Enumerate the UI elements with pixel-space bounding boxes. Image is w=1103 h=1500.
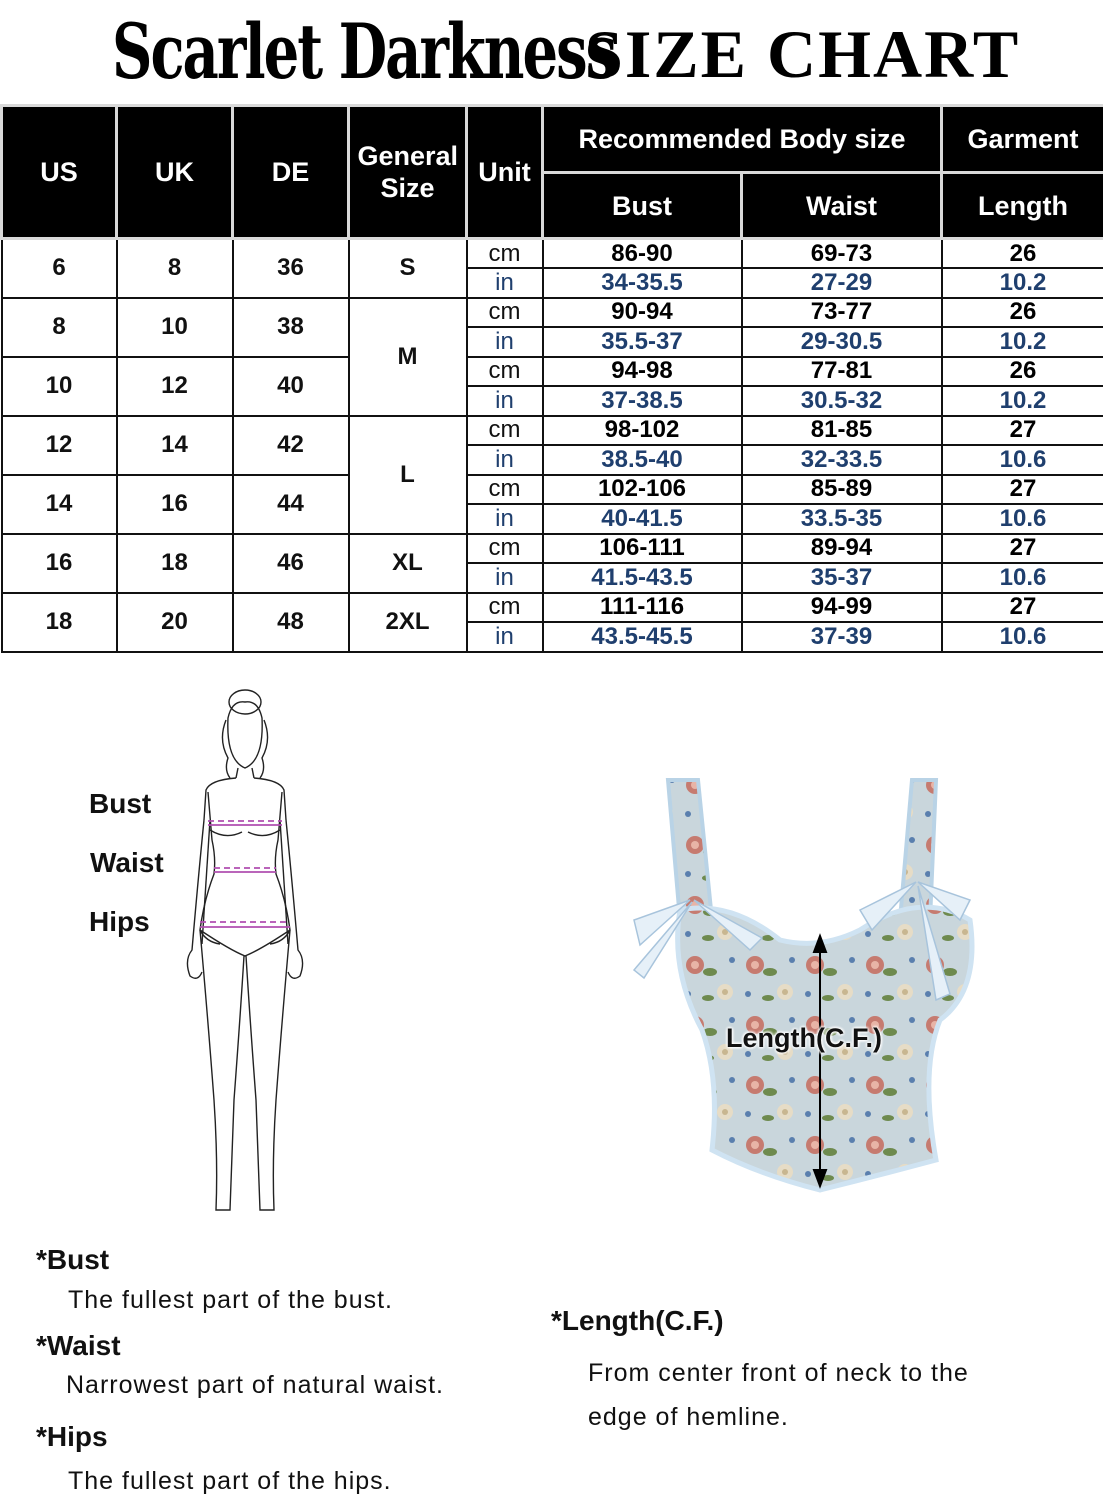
col-header-us: US <box>2 106 117 239</box>
definition-waist-term: *Waist <box>36 1330 121 1361</box>
col-header-garment: Garment <box>942 106 1103 173</box>
cell-waist-in: 29-30.5 <box>742 327 942 357</box>
cell-bust-cm: 106-111 <box>543 534 742 564</box>
cell-de: 40 <box>233 357 349 416</box>
cell-us: 6 <box>2 239 117 298</box>
col-header-uk: UK <box>117 106 233 239</box>
brand-logo: Scarlet Darkness <box>112 8 616 98</box>
cell-unit-in: in <box>467 327 543 357</box>
cell-uk: 18 <box>117 534 233 593</box>
table-row <box>2 534 1103 564</box>
cell-bust-in: 34-35.5 <box>543 268 742 298</box>
col-header-waist: Waist <box>742 173 942 239</box>
definition-length-term: *Length(C.F.) <box>551 1305 724 1336</box>
cell-length-in: 10.2 <box>942 327 1103 357</box>
cell-unit-cm: cm <box>467 416 543 446</box>
cell-general-size: XL <box>349 534 467 593</box>
cell-us: 18 <box>2 593 117 652</box>
cell-us: 12 <box>2 416 117 475</box>
cell-unit-cm: cm <box>467 593 543 623</box>
cell-bust-cm: 94-98 <box>543 357 742 387</box>
cell-length-in: 10.2 <box>942 268 1103 298</box>
col-header-recommended-body-size: Recommended Body size <box>543 106 942 173</box>
definition-hips-term: *Hips <box>36 1421 108 1452</box>
cell-unit-cm: cm <box>467 475 543 505</box>
cell-bust-cm: 102-106 <box>543 475 742 505</box>
cell-length-cm: 27 <box>942 416 1103 446</box>
cell-unit-in: in <box>467 268 543 298</box>
cell-de: 46 <box>233 534 349 593</box>
cell-bust-in: 35.5-37 <box>543 327 742 357</box>
cell-waist-in: 37-39 <box>742 622 942 652</box>
cell-unit-in: in <box>467 504 543 534</box>
cell-length-in: 10.6 <box>942 622 1103 652</box>
cell-de: 38 <box>233 298 349 357</box>
cell-unit-cm: cm <box>467 298 543 328</box>
cell-bust-in: 40-41.5 <box>543 504 742 534</box>
table-row <box>2 298 1103 328</box>
definition-hips-desc: The fullest part of the hips. <box>68 1467 392 1495</box>
cell-waist-cm: 94-99 <box>742 593 942 623</box>
cell-length-cm: 27 <box>942 593 1103 623</box>
cell-de: 36 <box>233 239 349 298</box>
cell-unit-cm: cm <box>467 239 543 269</box>
definition-length-desc-line2: edge of hemline. <box>588 1403 789 1431</box>
table-row <box>2 416 1103 446</box>
cell-de: 42 <box>233 416 349 475</box>
figure-label-waist: Waist <box>90 847 164 878</box>
cell-length-in: 10.2 <box>942 386 1103 416</box>
cell-unit-in: in <box>467 563 543 593</box>
cell-uk: 10 <box>117 298 233 357</box>
cell-length-in: 10.6 <box>942 445 1103 475</box>
table-row <box>2 475 1103 505</box>
cell-bust-cm: 98-102 <box>543 416 742 446</box>
table-row <box>2 239 1103 269</box>
cell-waist-in: 27-29 <box>742 268 942 298</box>
figure-label-hips: Hips <box>89 906 150 937</box>
cell-length-cm: 27 <box>942 534 1103 564</box>
col-header-general-size: General Size <box>349 106 467 239</box>
cell-general-size: 2XL <box>349 593 467 652</box>
col-header-bust: Bust <box>543 173 742 239</box>
body-outline-icon <box>170 680 320 1220</box>
cell-general-size: L <box>349 416 467 534</box>
cell-waist-cm: 81-85 <box>742 416 942 446</box>
cell-uk: 14 <box>117 416 233 475</box>
cell-uk: 16 <box>117 475 233 534</box>
cell-us: 10 <box>2 357 117 416</box>
cell-waist-in: 32-33.5 <box>742 445 942 475</box>
corset-product-image <box>620 770 980 1200</box>
figure-label-bust: Bust <box>89 788 152 819</box>
cell-uk: 12 <box>117 357 233 416</box>
definition-waist-desc: Narrowest part of natural waist. <box>66 1371 444 1399</box>
definition-bust-desc: The fullest part of the bust. <box>68 1286 393 1314</box>
table-row <box>2 593 1103 623</box>
cell-waist-cm: 69-73 <box>742 239 942 269</box>
cell-general-size: M <box>349 298 467 416</box>
title-bar <box>0 0 1103 104</box>
cell-us: 14 <box>2 475 117 534</box>
cell-length-cm: 26 <box>942 298 1103 328</box>
definition-length-desc-line1: From center front of neck to the <box>588 1359 969 1387</box>
corset-length-label: Length(C.F.) <box>726 1023 882 1053</box>
cell-unit-cm: cm <box>467 357 543 387</box>
cell-bust-in: 43.5-45.5 <box>543 622 742 652</box>
cell-waist-cm: 85-89 <box>742 475 942 505</box>
cell-uk: 20 <box>117 593 233 652</box>
size-chart-table <box>0 104 1103 653</box>
cell-waist-in: 33.5-35 <box>742 504 942 534</box>
cell-bust-cm: 111-116 <box>543 593 742 623</box>
cell-bust-cm: 86-90 <box>543 239 742 269</box>
cell-length-in: 10.6 <box>942 504 1103 534</box>
cell-unit-in: in <box>467 386 543 416</box>
col-header-unit: Unit <box>467 106 543 239</box>
cell-length-cm: 27 <box>942 475 1103 505</box>
cell-bust-in: 38.5-40 <box>543 445 742 475</box>
cell-waist-cm: 73-77 <box>742 298 942 328</box>
cell-length-cm: 26 <box>942 239 1103 269</box>
cell-de: 48 <box>233 593 349 652</box>
cell-uk: 8 <box>117 239 233 298</box>
cell-unit-in: in <box>467 445 543 475</box>
cell-waist-in: 30.5-32 <box>742 386 942 416</box>
cell-bust-in: 37-38.5 <box>543 386 742 416</box>
col-header-length: Length <box>942 173 1103 239</box>
cell-bust-in: 41.5-43.5 <box>543 563 742 593</box>
cell-us: 8 <box>2 298 117 357</box>
cell-length-in: 10.6 <box>942 563 1103 593</box>
cell-unit-cm: cm <box>467 534 543 564</box>
table-row <box>2 357 1103 387</box>
cell-waist-in: 35-37 <box>742 563 942 593</box>
cell-bust-cm: 90-94 <box>543 298 742 328</box>
cell-length-cm: 26 <box>942 357 1103 387</box>
cell-de: 44 <box>233 475 349 534</box>
cell-waist-cm: 89-94 <box>742 534 942 564</box>
cell-general-size: S <box>349 239 467 298</box>
page-title: SIZE CHART <box>585 16 1021 92</box>
cell-unit-in: in <box>467 622 543 652</box>
col-header-de: DE <box>233 106 349 239</box>
cell-us: 16 <box>2 534 117 593</box>
definition-bust-term: *Bust <box>36 1244 110 1275</box>
cell-waist-cm: 77-81 <box>742 357 942 387</box>
